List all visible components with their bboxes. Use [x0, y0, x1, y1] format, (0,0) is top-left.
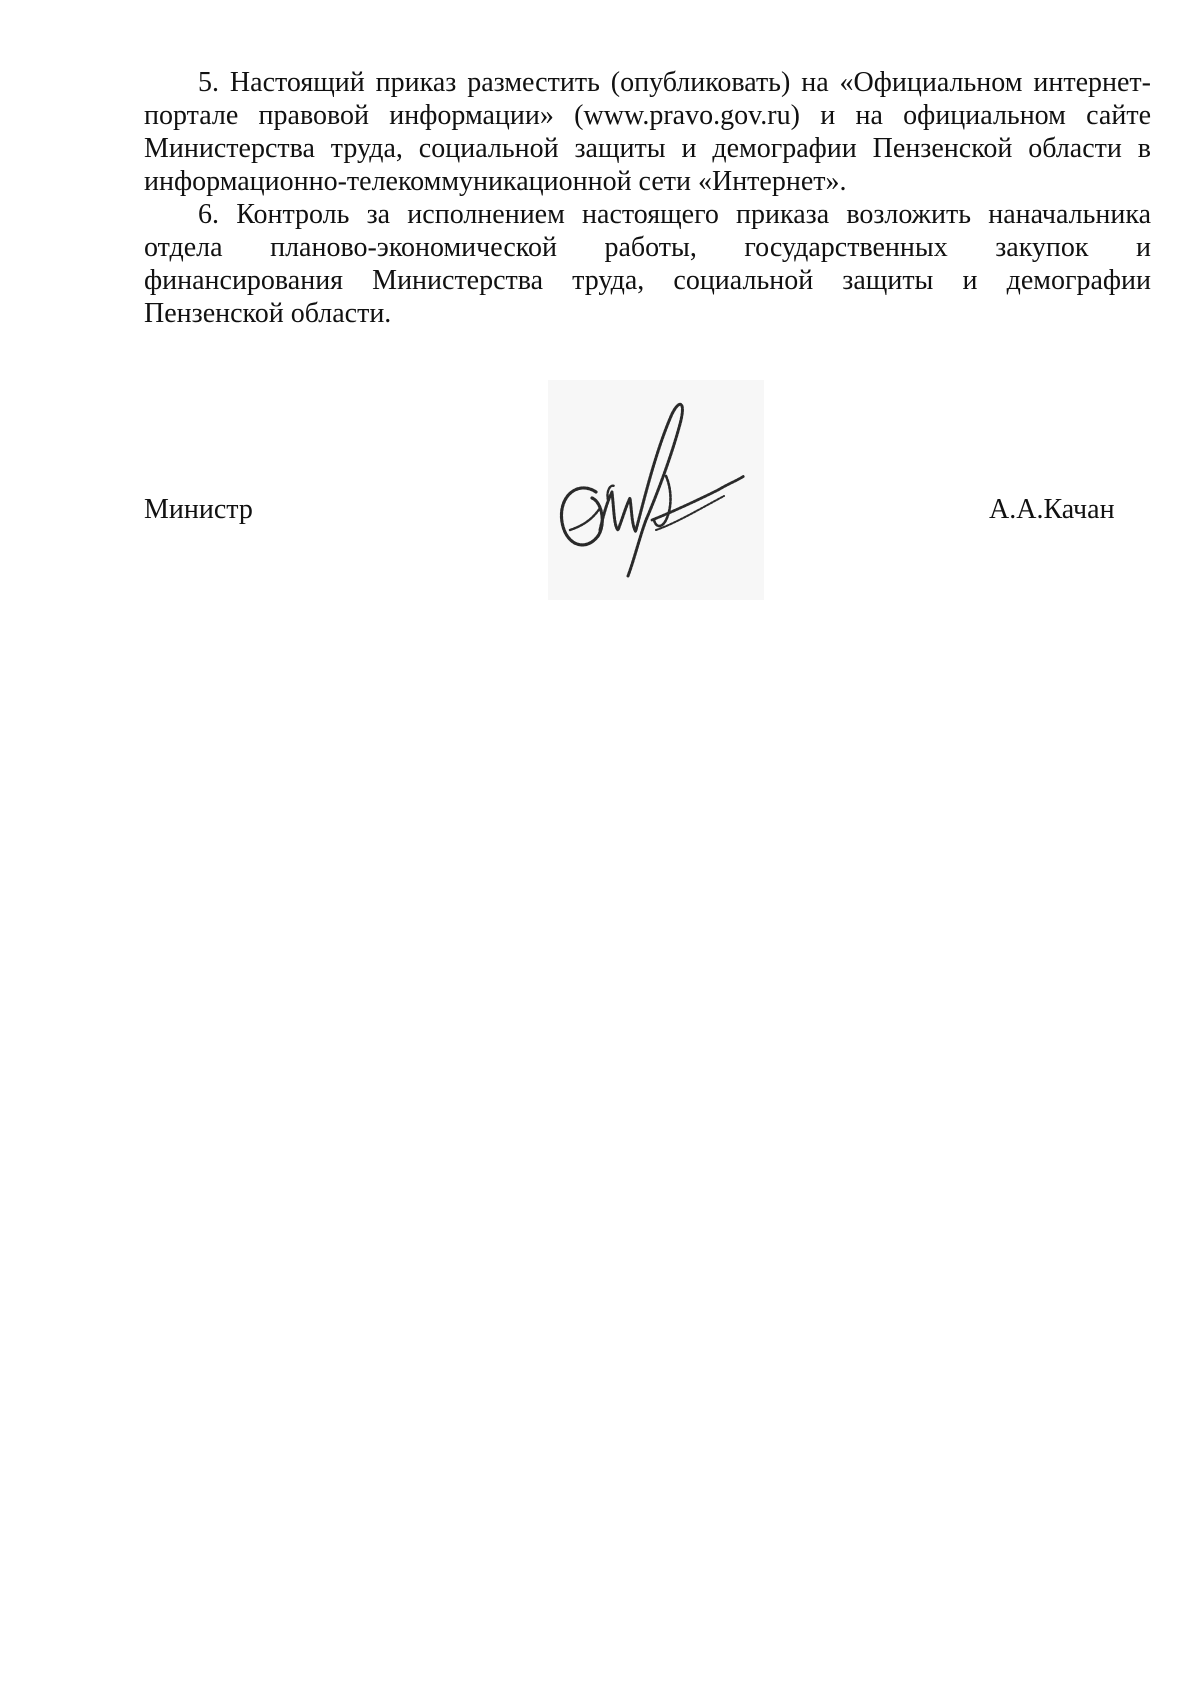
document-body [144, 66, 1151, 330]
signature-block [0, 380, 1200, 610]
signer-name: А.А.Качан [989, 494, 1115, 525]
signer-title: Министр [144, 494, 253, 525]
handwritten-signature-image [548, 380, 764, 600]
paragraph-6: 6. Контроль за исполнением настоящего приказа возложить наначальника отдела планово-экономической работы, государственных закупок и финансирования Министерства труда, социальной защиты и демографии Пензенской области. [144, 199, 1151, 329]
paragraph-5: 5. Настоящий приказ разместить (опубликовать) на «Официальном интернет-портале правовой информации» (www.pravo.gov.ru) и на официальном сайте Министерства труда, социальной защиты и демографии Пензенской области в информационно-телекоммуникационной сети «Интернет». [144, 67, 1151, 197]
